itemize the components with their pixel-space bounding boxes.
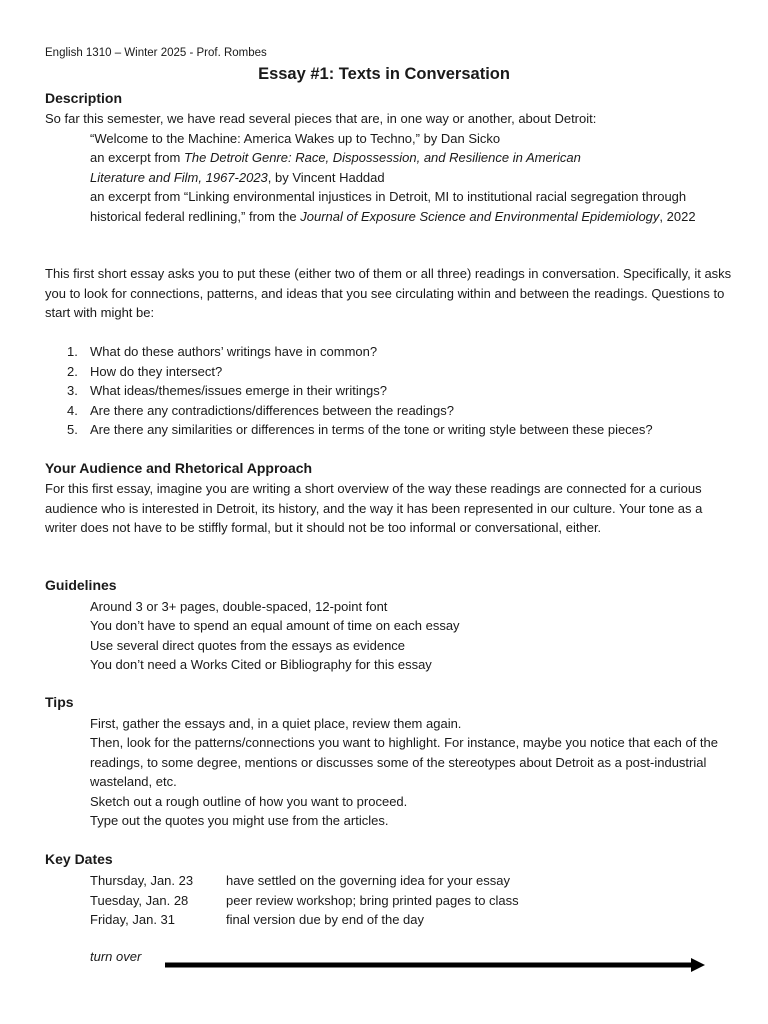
course-header: English 1310 – Winter 2025 - Prof. Rombes <box>45 47 267 59</box>
tip-item: Then, look for the patterns/connections you want to highlight. For instance, maybe you notice that each of the readings, to some degree, mentions or discusses some of the stereotypes about Detroit as a post-industrial wasteland, etc. <box>90 735 718 789</box>
audience-heading: Your Audience and Rhetorical Approach <box>45 460 313 476</box>
list-item <box>45 362 653 382</box>
table-row <box>90 910 519 930</box>
guidelines-heading: Guidelines <box>45 577 117 593</box>
reading-3-journal: Journal of Exposure Science and Environmental Epidemiology <box>300 208 660 224</box>
list-number: 2. <box>67 363 78 379</box>
list-number: 5. <box>67 422 78 437</box>
table-row <box>90 871 519 891</box>
reading-2-prefix: an excerpt from <box>90 150 184 165</box>
right-arrow-icon <box>165 955 707 975</box>
list-text: What do these authors’ writings have in common? <box>90 344 378 359</box>
list-number: 1. <box>67 344 78 359</box>
guideline-item: You don’t need a Works Cited or Bibliography for this essay <box>90 657 432 672</box>
guideline-item: You don’t have to spend an equal amount of time on each essay <box>90 618 460 633</box>
list-item <box>45 381 653 401</box>
list-text: Are there any similarities or differences in terms of the tone or writing style between these pieces? <box>90 422 653 437</box>
list-text: How do they intersect? <box>90 363 223 379</box>
reading-2-title: The Detroit Genre: Race, Dispossession, and Resilience in American Literature and Film, 1967-2023 <box>90 150 581 185</box>
audience-body: For this first essay, imagine you are writing a short overview of the way these readings are connected for a curious audience who is interested in Detroit, its history, and the way it has been represented in our culture. Your tone as a writer does not have to be stiffly formal, but it should not be too informal or conversational, either. <box>45 481 703 535</box>
list-number: 3. <box>67 383 78 398</box>
guideline-item: Use several direct quotes from the essays as evidence <box>90 638 406 653</box>
list-text: Are there any contradictions/differences between the readings? <box>90 402 454 418</box>
key-dates-table <box>90 871 519 930</box>
guideline-item: Around 3 or 3+ pages, double-spaced, 12-point font <box>90 599 388 614</box>
key-dates-heading: Key Dates <box>45 851 113 867</box>
date-cell: Thursday, Jan. 23 <box>90 873 194 888</box>
page-title: Essay #1: Texts in Conversation <box>258 65 510 83</box>
list-item <box>45 401 653 421</box>
reading-1: “Welcome to the Machine: America Wakes up to Techno,” by Dan Sicko <box>90 131 501 146</box>
tips-heading: Tips <box>45 694 74 710</box>
date-cell: Friday, Jan. 31 <box>90 912 176 927</box>
turn-over-label: turn over <box>90 949 142 964</box>
list-number: 4. <box>67 402 78 418</box>
list-text: What ideas/themes/issues emerge in their writings? <box>90 383 387 398</box>
questions-list <box>45 342 653 440</box>
reading-3 <box>90 187 730 226</box>
tip-item: Sketch out a rough outline of how you want to proceed. <box>90 794 408 809</box>
arrow-head <box>691 958 705 972</box>
tip-item: Type out the quotes you might use from the articles. <box>90 813 389 828</box>
list-item <box>45 420 653 440</box>
description-intro: So far this semester, we have read several pieces that are, in one way or another, about Detroit: <box>45 111 597 126</box>
table-row <box>90 891 519 911</box>
description-heading: Description <box>45 90 123 106</box>
reading-3-year: , 2022 <box>659 208 696 224</box>
tip-item: First, gather the essays and, in a quiet place, review them again. <box>90 716 462 731</box>
event-cell: peer review workshop; bring printed pages to class <box>226 892 519 908</box>
event-cell: have settled on the governing idea for your essay <box>226 873 511 888</box>
reading-2-author: , by Vincent Haddad <box>267 169 385 185</box>
event-cell: final version due by end of the day <box>226 912 425 927</box>
description-body: This first short essay asks you to put these (either two of them or all three) readings in conversation. Specifically, it asks you to look for connections, patterns, and ideas that you see circulating within and between the readings. Questions to start with might be: <box>45 266 732 320</box>
reading-3-prefix: an excerpt from “Linking environmental injustices in Detroit, MI to institutional racial segregation through historical federal redlining,” from the <box>90 189 687 224</box>
list-item <box>45 342 653 362</box>
reading-2 <box>90 148 620 187</box>
date-cell: Tuesday, Jan. 28 <box>90 892 189 908</box>
